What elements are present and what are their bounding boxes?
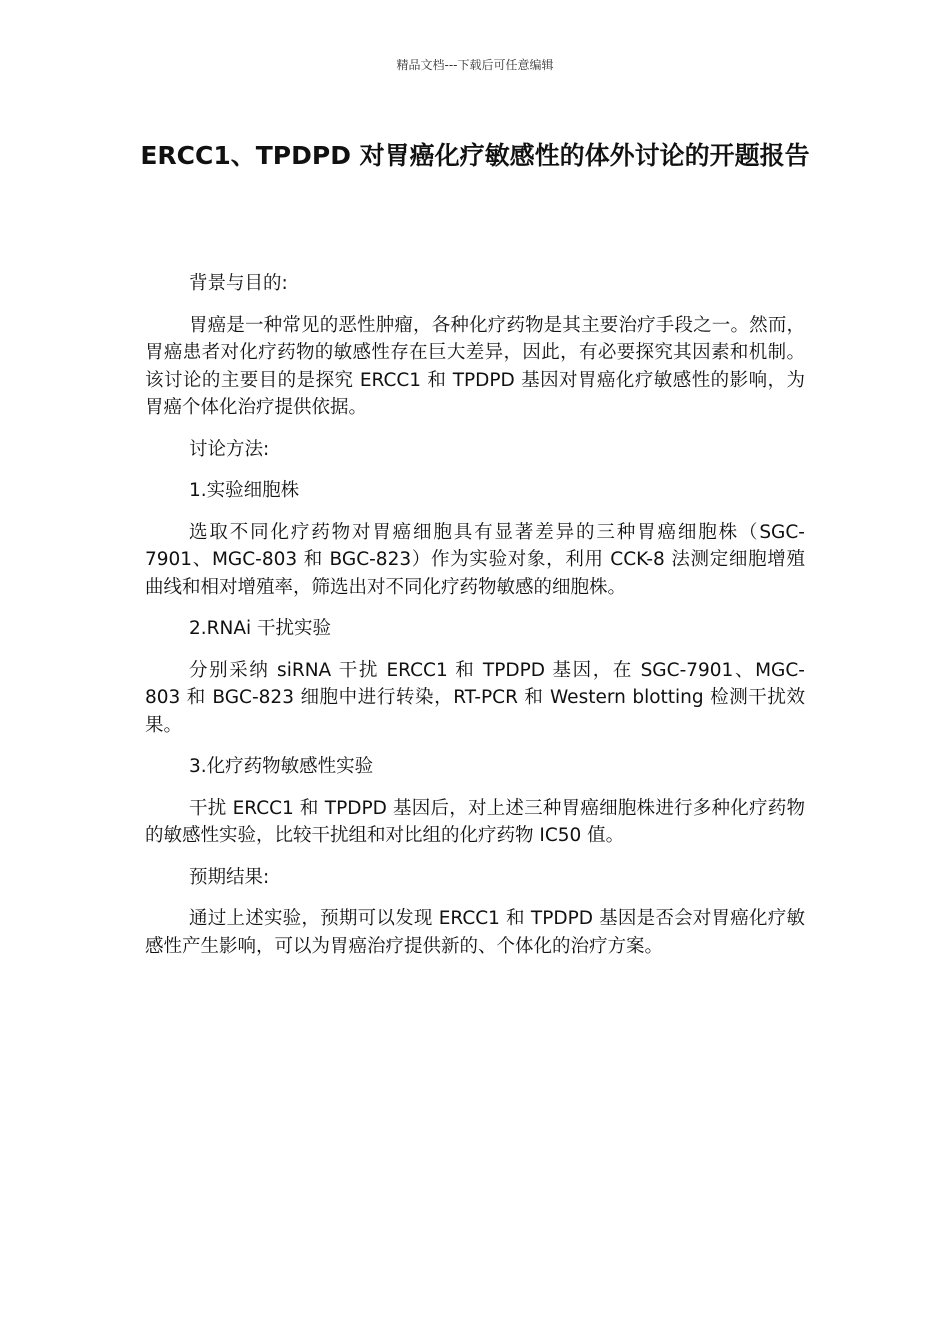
section-heading-expected-results: 预期结果: bbox=[189, 866, 270, 888]
subheading-rnai: 2.RNAi 干扰实验 bbox=[189, 618, 332, 639]
section-heading-methods: 讨论方法: bbox=[189, 438, 270, 460]
document-body bbox=[145, 270, 805, 974]
paragraph-cell-lines: 选取不同化疗药物对胃癌细胞具有显著差异的三种胃癌细胞株（SGC-7901、MGC-803 和 BGC-823）作为实验对象，利用 CCK-8 法测定细胞增殖曲线和相对增殖率，筛选出对不同化疗药物敏感的细胞株。 bbox=[145, 521, 805, 598]
subheading-chemo-sensitivity: 3.化疗药物敏感性实验 bbox=[189, 756, 374, 777]
paragraph-expected-results: 通过上述实验，预期可以发现 ERCC1 和 TPDPD 基因是否会对胃癌化疗敏感性产生影响，可以为胃癌治疗提供新的、个体化的治疗方案。 bbox=[145, 908, 805, 957]
paragraph-rnai: 分别采纳 siRNA 干扰 ERCC1 和 TPDPD 基因，在 SGC-7901、MGC-803 和 BGC-823 细胞中进行转染，RT-PCR 和 Western blotting 检测干扰效果。 bbox=[145, 659, 805, 736]
section-heading-background: 背景与目的: bbox=[189, 273, 288, 294]
paragraph-background: 胃癌是一种常见的恶性肿瘤，各种化疗药物是其主要治疗手段之一。然而，胃癌患者对化疗药物的敏感性存在巨大差异，因此，有必要探究其因素和机制。该讨论的主要目的是探究 ERCC1 和 TPDPD 基因对胃癌化疗敏感性的影响，为胃癌个体化治疗提供依据。 bbox=[145, 314, 805, 418]
subheading-cell-lines: 1.实验细胞株 bbox=[189, 480, 300, 501]
header-note: 精品文档---下载后可任意编辑 bbox=[396, 58, 554, 72]
paragraph-chemo-sensitivity: 干扰 ERCC1 和 TPDPD 基因后，对上述三种胃癌细胞株进行多种化疗药物的敏感性实验，比较干扰组和对比组的化疗药物 IC50 值。 bbox=[145, 797, 805, 846]
document-title: ERCC1、TPDPD 对胃癌化疗敏感性的体外讨论的开题报告 bbox=[140, 141, 810, 170]
